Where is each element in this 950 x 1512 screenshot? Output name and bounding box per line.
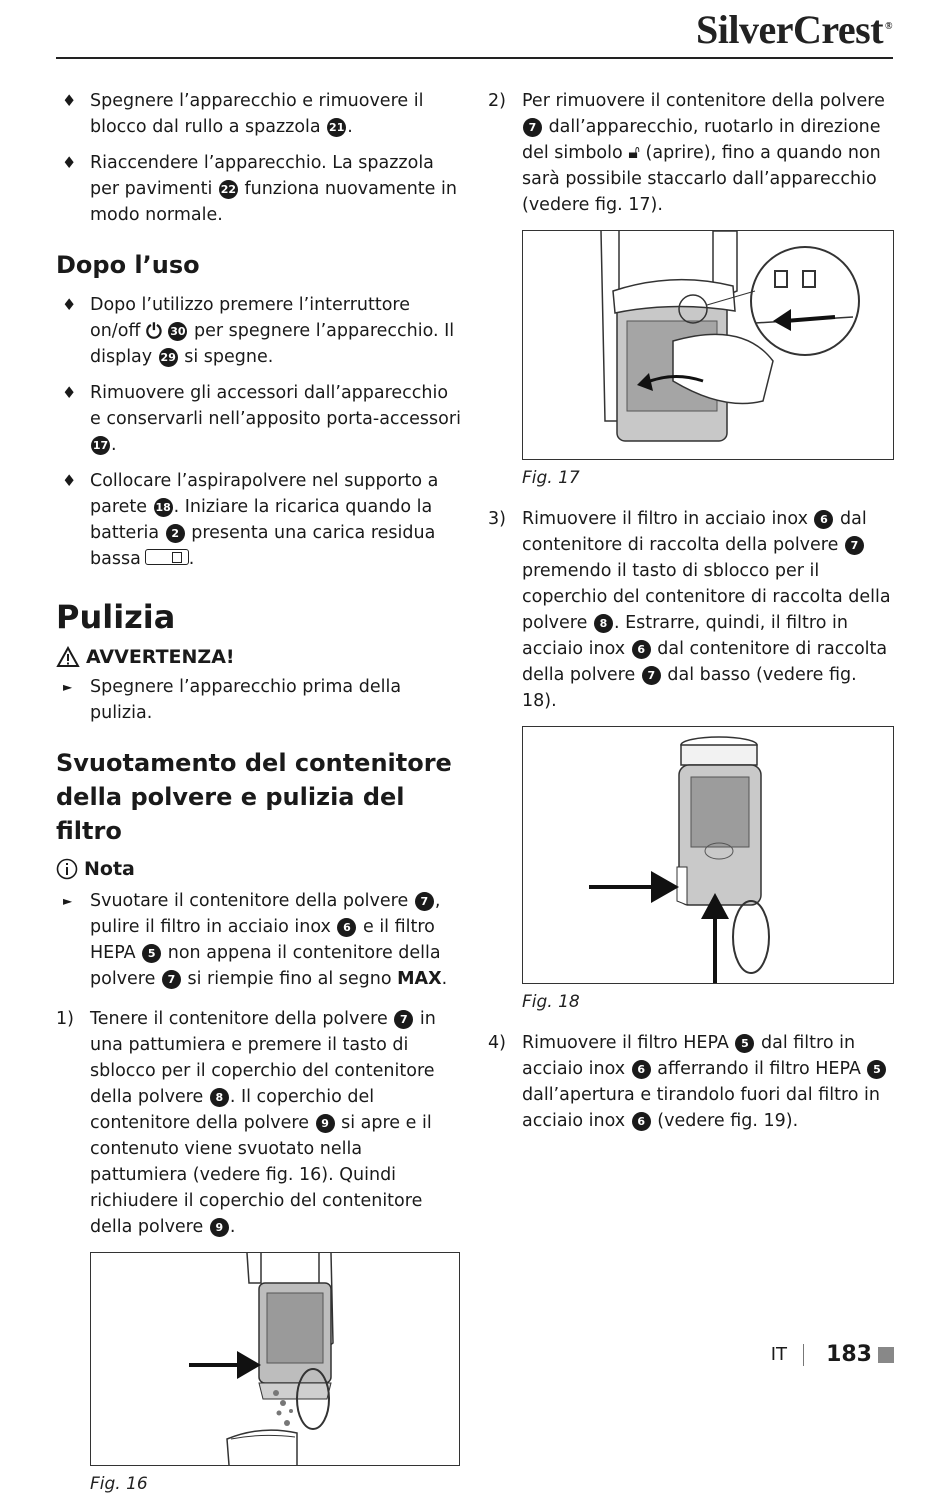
figure-18-illustration [523,727,893,983]
brand-logo: SilverCrest ® [695,7,892,52]
footer-separator [803,1344,804,1366]
step-4: 4) Rimuovere il filtro HEPA 5 dal filtro in acciaio inox 6 afferrando il filtro HEPA 5 dall’apertura e tirandolo fuori dal filtro in acciaio inox 6 (vedere fig. 19). [488,1030,894,1134]
unlock-icon: 🔓︎ [628,142,640,163]
figure-18-caption: Fig. 18 [522,992,580,1012]
list-item: ♦ Riaccendere l’apparecchio. La spazzola per pavimenti 22 funziona nuovamente in modo normale. [62,153,457,225]
figure-17-caption: Fig. 17 [522,468,580,488]
warning-heading: AVVERTENZA! [56,646,462,668]
list-item: ♦ Collocare l’aspirapolvere nel supporto a parete 18 . Iniziare la ricarica quando la batteria 2 presenta una carica residua bassa . [62,471,439,569]
page-footer [771,1342,894,1367]
step-1: 1) Tenere il contenitore della polvere 7 in una pattumiera e premere il tasto di sblocco per il coperchio del contenitore della polvere 8 . Il coperchio del contenitore della polvere 9 si apre e il contenuto viene svuotato nella pattumiera (vedere fig. 16). Quindi richiudere il coperchio del contenitore della polvere 9 . [56,1009,436,1237]
figure-16-caption: Fig. 16 [90,1474,148,1494]
step-3: 3) Rimuovere il filtro in acciaio inox 6 dal contenitore di raccolta della polvere 7 premendo il tasto di sblocco per il coperchio del contenitore di raccolta della polvere 8 . Estrarre, quindi, il filtro in acciaio inox 6 dal contenitore di raccolta della polvere 7 dal basso (vedere fig. 18). [488,509,891,711]
right-column [488,88,894,1144]
list-item: ♦ Spegnere l’apparecchio e rimuovere il blocco dal rullo a spazzola 21 . [62,91,424,137]
list-item: ♦ Rimuovere gli accessori dall’apparecchio e conservarli nell’apposito porta-accessori 17 . [62,383,461,455]
header-rule [56,57,893,59]
warning-item: ► Spegnere l’apparecchio prima della pulizia. [63,677,402,723]
step-2: 2) Per rimuovere il contenitore della polvere 7 dall’apparecchio, ruotarlo in direzione del simbolo 🔓︎ (aprire), fino a quando non sarà possibile staccarlo dall’apparecchio (vedere fig. 17). [488,91,885,215]
section-heading-svuotamento: Svuotamento del contenitore della polvere e pulizia del filtro [56,749,452,845]
power-icon: ⏻ [146,319,162,343]
figure-18 [522,726,894,984]
battery-low-icon [145,549,189,565]
note-heading: Nota [56,858,462,880]
list-item: ♦ Dopo l’utilizzo premere l’interruttore on/off ⏻ 30 per spegnere l’apparecchio. Il display 29 si spegne. [62,295,455,367]
info-icon [56,858,78,880]
footer-square-icon [878,1347,894,1363]
figure-17-illustration [523,231,893,459]
left-column [56,88,462,1512]
warning-icon [56,646,80,668]
figure-16-illustration [91,1253,459,1465]
figure-16 [90,1252,460,1466]
section-heading-pulizia: Pulizia [56,598,176,636]
page-number: 183 [826,1342,872,1367]
figure-17 [522,230,894,460]
language-code: IT [770,1344,788,1365]
section-heading-dopo: Dopo l’uso [56,251,200,279]
note-item: ► Svuotare il contenitore della polvere 7 , pulire il filtro in acciaio inox 6 e il filtro HEPA 5 non appena il contenitore della polvere 7 si riempie fino al segno MAX. [63,891,448,989]
